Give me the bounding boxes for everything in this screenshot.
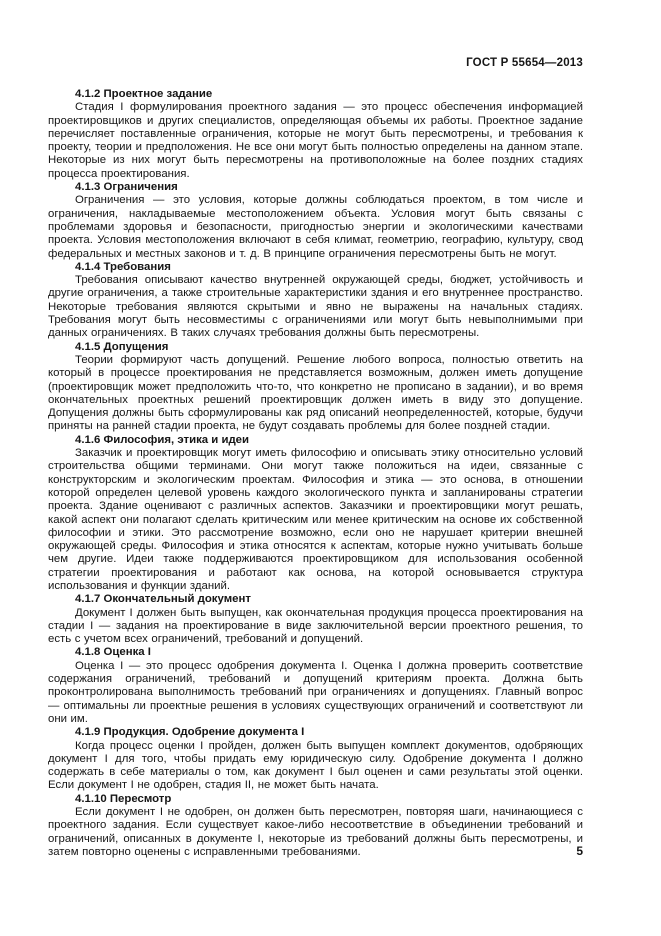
section-heading: 4.1.2 Проектное задание [75,88,213,100]
section-heading: 4.1.4 Требования [75,260,171,273]
section-heading: 4.1.8 Оценка I [75,646,151,659]
section-paragraph: Документ I должен быть выпущен, как окончательная продукция процесса проектирования на стадии I — задания на проектирование в виде заключительной версии проектного решения, то есть с учетом всех ограничений, требований и допущений. [48,606,583,646]
section-paragraph: Требования описывают качество внутренней окружающей среды, бюджет, устойчивость и другие ограничения, а также строительные характеристики здания и его внутреннее пространство. Некоторые требования являются скрытыми и явно не выражены на начальных стадиях. Требования могут быть несовместимы с ограничениями или могут быть невыполнимыми при данных ограничениях. В таких случаях требования должны быть пересмотрены. [48,274,583,340]
section-4-1-7 [48,593,583,646]
section-paragraph: Оценка I — это процесс одобрения документа I. Оценка I должна проверить соответствие содержания ограничений, требований и допущений критериям проекта. Должна быть проконтролирована выполнимость требований при ограничениях и допущениях. Главный вопрос — оптимальны ли проектные решения в условиях существующих ограничений и соответствуют ли они им. [48,659,583,725]
section-heading: 4.1.9 Продукция. Одобрение документа I [75,726,305,739]
section-4-1-9 [48,726,583,792]
section-paragraph: Ограничения — это условия, которые должны соблюдаться проектом, в том числе и ограничения, накладываемые местоположением объекта. Условия могут быть связаны с проблемами здоровья и безопасности, пригодностью энергии и экологическими качествами проекта. Условия местоположения включают в себя климат, геометрию, географию, культуру, свод федеральных и местных законов и т. д. В принципе ограничения пересмотрены быть не могут. [48,194,583,260]
section-heading: 4.1.10 Пересмотр [75,792,172,805]
section-paragraph: Когда процесс оценки I пройден, должен быть выпущен комплект документов, одобряющих документ I для того, чтобы придать ему юридическую силу. Одобрение документа I должно содержать в себе материалы о том, как документ I был оценен и сами результаты этой оценки. Если документ I не одобрен, стадия II, не может быть начата. [48,739,583,792]
section-4-1-2 [48,88,583,181]
section-heading: 4.1.7 Окончательный документ [75,593,251,606]
section-4-1-4 [48,261,583,341]
section-4-1-8 [48,646,583,726]
section-paragraph: Стадия I формулирования проектного задания — это процесс обеспечения информацией проектировщиков и других специалистов, определяющая объемы их работы. Проектное задание перечисляет поставленные ограничения, которые не могут быть пересмотрены, и требования к проекту, теории и предположения. Не все они могут быть полностью определены на данном этапе. Некоторые из них могут быть пересмотрены на противоположные на более поздних стадиях процесса проектирования. [48,101,583,180]
section-4-1-5 [48,341,583,434]
section-paragraph: Если документ I не одобрен, он должен быть пересмотрен, повторяя шаги, начинающиеся с проектного задания. Если существует какое-либо несоответствие в объединении требований и ограничений, описанных в документе I, некоторые из требований должны быть пересмотрены, и затем повторно оценены с исправленными требованиями. [48,806,583,858]
section-4-1-6 [48,434,583,594]
section-4-1-3 [48,181,583,261]
section-paragraph: Теории формируют часть допущений. Решение любого вопроса, полностью ответить на который в процессе проектирования не представляется возможным, должен иметь допущение (проектировщик может предположить что-то, что конкретно не прописано в задании), и во время окончательных проектных решений проектировщик должен иметь в виду это допущение. Допущения должны быть сформулированы как ряд описаний неопределенностей, которые, будучи приняты на ранней стадии проекта, не будут создавать проблемы для более поздней стадии. [48,353,583,433]
document-code-header: ГОСТ Р 55654—2013 [466,57,583,69]
section-heading: 4.1.3 Ограничения [75,181,178,194]
page-number: 5 [576,844,583,858]
section-heading: 4.1.5 Допущения [75,340,169,353]
section-paragraph: Заказчик и проектировщик могут иметь философию и описывать этику относительно условий строительства общими терминами. Они могут также положиться на идеи, связанные с конструкторским и экологическим проектам. Философия и этика — это основа, в отношении которой определен целевой уровень каждого экологического пункта и запланированы стратегии проекта. Здание оценивают с различных аспектов. Заказчики и проектировщики могут решать, какой аспект они полагают сделать критическим или менее критическим на основе их собственной философии и этики. Это рассмотрение возможно, если оно не нарушает критерии внешней окружающей среды. Философия и этика относятся к аспектам, которые нужно учитывать больше чем другие. Идеи также поддерживаются проектировщиком для использования особенной стратегии проектирования и работают как основа, на которой основывается структура использования и функции зданий. [48,447,583,592]
section-heading: 4.1.6 Философия, этика и идеи [75,433,250,446]
document-body [48,88,583,859]
